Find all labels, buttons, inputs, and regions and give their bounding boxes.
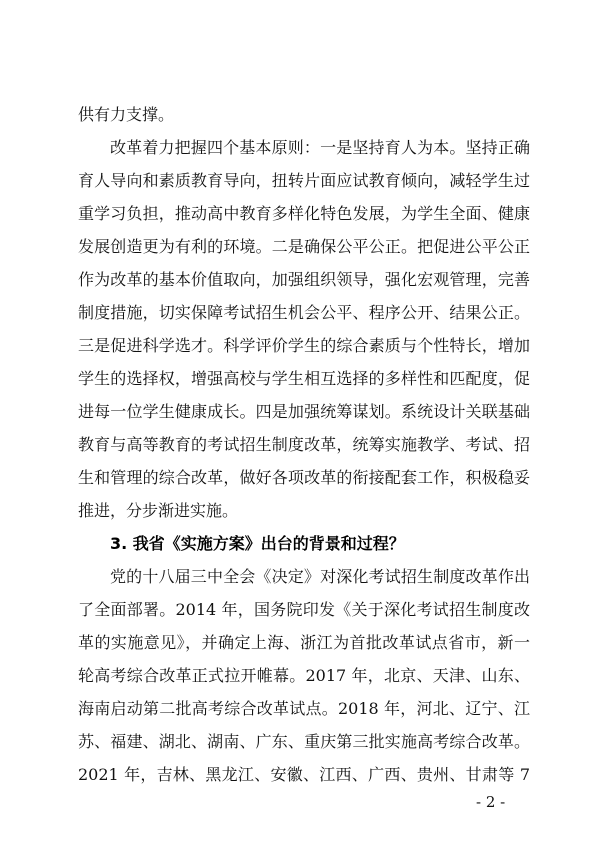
text-line-content: 育人导向和素质教育导向，扭转片面应试教育倾向，减轻学生过: [78, 171, 530, 190]
text-line: [78, 725, 530, 758]
text-line: [78, 230, 530, 263]
text-line-content: 2021 年，吉林、黑龙江、安徽、江西、广西、贵州、甘肃等 7: [78, 765, 530, 784]
text-line: [78, 461, 530, 494]
document-body: [78, 98, 530, 791]
text-line-content: 生和管理的综合改革，做好各项改革的衔接配套工作，积极稳妥: [78, 468, 530, 487]
text-line-content: 供有力支撑。: [78, 105, 175, 124]
text-line-content: 推进，分步渐进实施。: [78, 501, 239, 520]
text-line-content: 发展创造更为有利的环境。二是确保公平公正。把促进公平公正: [78, 237, 530, 256]
section-heading: 3. 我省《实施方案》出台的背景和过程？: [110, 534, 405, 553]
text-line: [78, 131, 530, 164]
text-line: [78, 329, 530, 362]
text-line: [78, 560, 530, 593]
text-line-content: 轮高考综合改革正式拉开帷幕。2017 年，北京、天津、山东、: [78, 666, 530, 685]
text-line: [78, 428, 530, 461]
text-line: [78, 758, 530, 791]
text-line: [78, 593, 530, 626]
text-line-content: 制度措施，切实保障考试招生机会公平、程序公开、结果公正。: [78, 303, 530, 322]
page-number: - 2 -: [476, 793, 506, 811]
text-line: [78, 659, 530, 692]
text-line-content: 三是促进科学选才。科学评价学生的综合素质与个性特长，增加: [78, 336, 530, 355]
text-line-content: 重学习负担，推动高中教育多样化特色发展，为学生全面、健康: [78, 204, 530, 223]
text-line-content: 改革着力把握四个基本原则：一是坚持育人为本。坚持正确: [110, 138, 530, 157]
text-line-content: 党的十八届三中全会《决定》对深化考试招生制度改革作出: [110, 567, 530, 586]
text-line: [78, 98, 530, 131]
text-line-content: 了全面部署。2014 年，国务院印发《关于深化考试招生制度改: [78, 600, 530, 619]
text-line-content: 进每一位学生健康成长。四是加强统筹谋划。系统设计关联基础: [78, 402, 530, 421]
text-line: [78, 296, 530, 329]
text-line-content: 海南启动第二批高考综合改革试点。2018 年，河北、辽宁、江: [78, 699, 530, 718]
text-line: [78, 626, 530, 659]
text-line: [78, 197, 530, 230]
text-line-content: 教育与高等教育的考试招生制度改革，统筹实施教学、考试、招: [78, 435, 530, 454]
text-line-content: 苏、福建、湖北、湖南、广东、重庆第三批实施高考综合改革。: [78, 732, 530, 751]
text-line: [78, 692, 530, 725]
text-line-content: 学生的选择权，增强高校与学生相互选择的多样性和匹配度，促: [78, 369, 530, 388]
text-line: [78, 395, 530, 428]
text-line-content: 革的实施意见》，并确定上海、浙江为首批改革试点省市，新一: [78, 633, 530, 652]
text-line: [78, 263, 530, 296]
text-line: [78, 362, 530, 395]
text-line: [78, 164, 530, 197]
text-line-content: 作为改革的基本价值取向，加强组织领导，强化宏观管理，完善: [78, 270, 530, 289]
text-line: [78, 494, 530, 527]
